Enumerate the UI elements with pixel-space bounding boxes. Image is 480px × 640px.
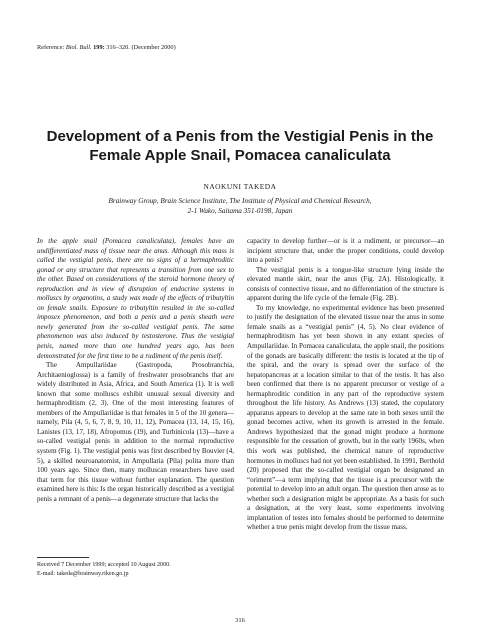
title-line-1: Development of a Penis from the Vestigial Penis in the xyxy=(46,128,434,145)
affiliation-line-2: 2-1 Wako, Saitama 351-0198, Japan xyxy=(187,207,293,215)
intro-paragraph: The Ampullariidae (Gastropoda, Prosobranchia, Architaenioglossa) is a family of freshwater prosobranchs that are widely distributed in Asia, Africa, and South America (1). It is well known that some molluscs exhibit unusual sexual diversity and hermaphroditism (2, 3). One of the most interesting features of members of the Ampullariidae is that females in 5 of the 10 genera—namely, Pila (4, 5, 6, 7, 8, 9, 10, 11, 12), Pomacea (13, 14, 15, 16), Lanistes (13, 17, 18), Afropomus (19), and Turbinicola (13)—have a so-called vestigial penis in addition to the normal reproductive system (Fig. 1). The vestigial penis was first described by Bouvier (4, 5), a skilled neuroanatomist, in Ampullaria (Pila) polita more than 100 years ago. Since then, many molluscan researchers have used that term for this tissue without further explanation. The question examined here is this: Is the organ historically described as a vestigial penis a remnant of a penis—a degenerate structure that lacks the xyxy=(37,361,234,503)
reference-prefix: Reference: xyxy=(37,44,66,51)
reference-rest: 316–320. (December 2000) xyxy=(104,44,176,51)
left-column xyxy=(37,237,234,504)
page-number: 316 xyxy=(235,617,245,624)
affiliation-line-1: Brainway Group, Brain Science Institute, The Institute of Physical and Chemical Research, xyxy=(108,197,372,205)
right-column xyxy=(247,237,444,533)
reference-volume: 199: xyxy=(93,44,105,51)
reference-line xyxy=(37,44,176,51)
reference-journal: Biol. Bull. xyxy=(65,44,92,51)
footnote-email: E-mail: takeda@brainway.riken.go.jp xyxy=(37,570,129,577)
footnote-received: Received 7 December 1999; accepted 10 August 2000. xyxy=(37,562,171,568)
right-paragraph-1: capacity to develop further—or is it a rudiment, or precursor—an incipient structure that, under the proper conditions, could develop into a penis? xyxy=(247,237,444,265)
abstract: In the apple snail (Pomacea canaliculata), females have an undifferentiated mass of tissue near the anus. Although this mass is called the vestigial penis, there are no signs of a hermaphroditic gonad or any structure that represents a transition from one sex to the other. Based on considerations of the steroid hormone theory of reproduction and in view of disruption of endocrine systems in molluscs by organotins, a study was made of the effects of tributyltin on female snails. Exposure to tributyltin resulted in the so-called imposex phenomenon, and both a penis and a penis sheath were newly generated from the so-called vestigial penis. The same phenomenon was also induced by testosterone. Thus the vestigial penis, named more than one hundred years ago, has been demonstrated for the first time to be a rudiment of the penis itself. xyxy=(37,237,234,360)
affiliation xyxy=(60,196,420,216)
right-paragraph-2: The vestigial penis is a tongue-like structure lying inside the elevated mantle skirt, near the anus (Fig. 2A). Histologically, it consists of connective tissue, and no differentiation of the structure is apparent during the life cycle of the female (Fig. 2B). xyxy=(247,265,444,303)
footnote-divider xyxy=(37,557,89,558)
title-line-2: Female Apple Snail, Pomacea canaliculata xyxy=(89,147,391,164)
author-name: NAOKUNI TAKEDA xyxy=(203,182,277,191)
footnote xyxy=(37,561,171,578)
article-title xyxy=(40,127,440,165)
right-paragraph-3: To my knowledge, no experimental evidence has been presented to justify the designation of the elevated tissue near the anus in some female snails as a “vestigial penis” (4, 5). No clear evidence of hermaphroditism has yet been shown in any extant species of Ampullariidae. In Pomacea canaliculata, the apple snail, the positions of the gonads are basically different: the testis is located at the tip of the spiral, and the ovary is spread over the surface of the hepatopancreas at a location similar to that of the testis. It has also been confirmed that there is no apparent precursor or vestige of a hermaphroditic condition in any part of the reproductive system throughout the life history. As Andrews (13) stated, the copulatory apparatus appears to develop at the same rate in both sexes until the gonad becomes active, when its growth is arrested in the female. Andrews hypothesized that the gonad might produce a hormone responsible for the cessation of growth, but in the early 1960s, when this work was published, the chemical nature of reproductive hormones in molluscs had not yet been established. In 1991, Berthold (20) proposed that the so-called vestigial organ be designated an “oriment”—a term implying that the tissue is a precursor with the potential to develop into an adult organ. The question then arose as to whether such a designation might be appropriate. As a basis for such a designation, at the very least, some experiments involving implantation of testes into females should be performed to determine whether a true penis might develop from the tissue mass. xyxy=(247,303,444,532)
